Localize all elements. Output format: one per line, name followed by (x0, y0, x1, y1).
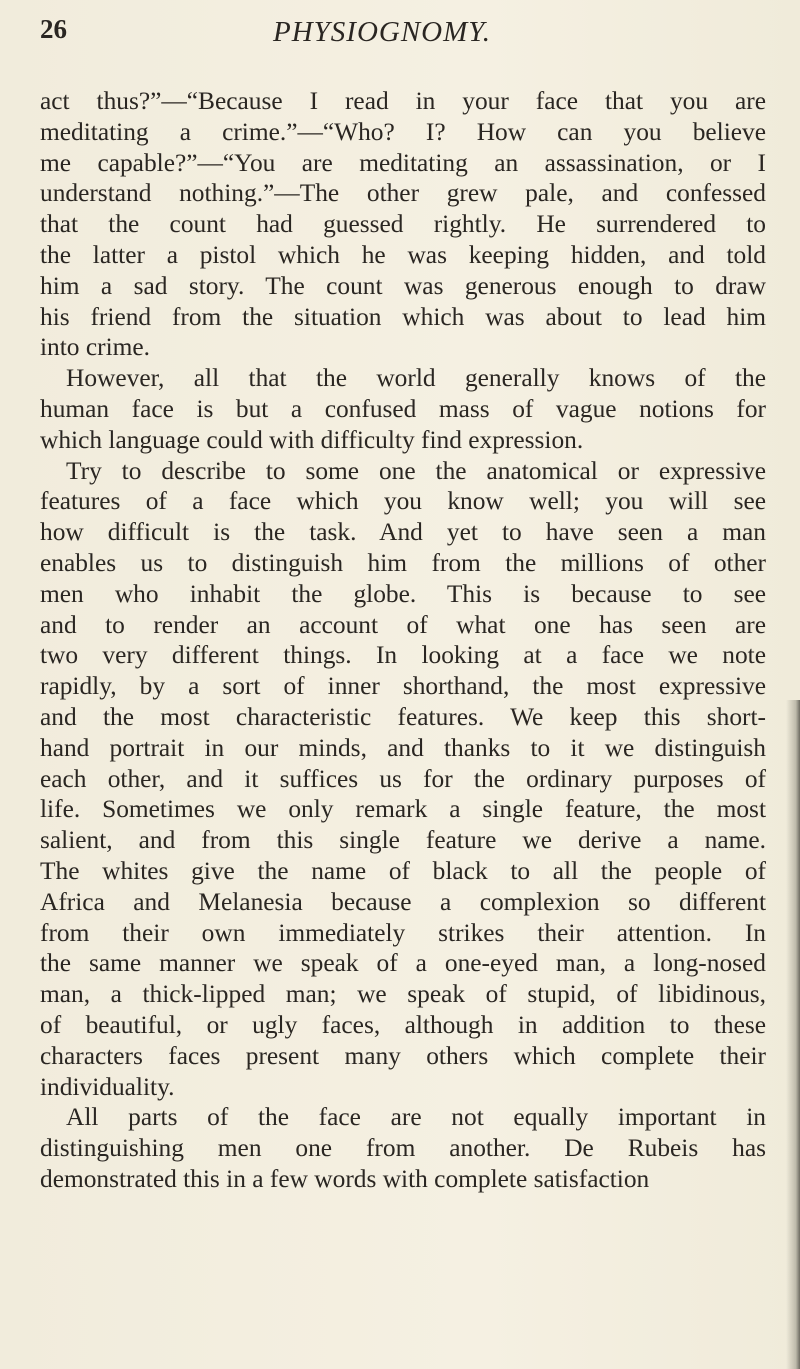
text-line: me capable?”—“You are meditating an assassination, or I (40, 148, 766, 177)
text-line: man, a thick-lipped man; we speak of stupid, of libidinous, (40, 980, 766, 1009)
paragraph (40, 363, 766, 455)
text-line: the latter a pistol which he was keeping hidden, and told (40, 240, 766, 269)
text-line: and the most characteristic features. We keep this short- (40, 702, 766, 731)
text-line: individuality. (40, 1072, 175, 1101)
text-line: distinguishing men one from another. De Rubeis has (40, 1134, 766, 1163)
text-line: from their own immediately strikes their attention. In (40, 918, 766, 947)
text-line: men who inhabit the globe. This is because to see (40, 579, 766, 608)
text-line: which language could with difficulty find expression. (40, 425, 584, 454)
text-line: him a sad story. The count was generous enough to draw (40, 271, 766, 300)
body-text (40, 86, 766, 1195)
text-line: understand nothing.”—The other grew pale, and confessed (40, 179, 766, 208)
text-line: of beautiful, or ugly faces, although in addition to these (40, 1010, 766, 1039)
paragraph (40, 86, 766, 363)
text-line: the same manner we speak of a one-eyed man, a long-nosed (40, 949, 766, 978)
text-line: characters faces present many others which complete their (40, 1041, 766, 1070)
text-line: two very different things. In looking at a face we note (40, 641, 766, 670)
text-line: salient, and from this single feature we derive a name. (40, 826, 766, 855)
text-line: meditating a crime.”—“Who? I? How can you believe (40, 117, 766, 146)
text-line: human face is but a confused mass of vague notions for (40, 394, 766, 423)
text-line: each other, and it suffices us for the ordinary purposes of (40, 764, 766, 793)
text-line: demonstrated this in a few words with complete satisfaction (40, 1164, 650, 1193)
text-line: hand portrait in our minds, and thanks to it we distinguish (40, 733, 766, 762)
text-line: his friend from the situation which was about to lead him (40, 302, 766, 331)
text-line: Try to describe to some one the anatomical or expressive (66, 456, 766, 485)
text-line: how difficult is the task. And yet to have seen a man (40, 518, 766, 547)
running-head (40, 14, 760, 54)
page-edge-shadow (786, 700, 800, 1369)
paragraph (40, 456, 766, 1103)
text-line: act thus?”—“Because I read in your face that you are (40, 87, 766, 115)
text-line: features of a face which you know well; you will see (40, 487, 766, 516)
text-line: Africa and Melanesia because a complexion so different (40, 887, 766, 916)
page-number: 26 (40, 14, 67, 44)
text-line: enables us to distinguish him from the millions of other (40, 548, 766, 577)
text-line: into crime. (40, 333, 150, 362)
text-line: and to render an account of what one has seen are (40, 610, 766, 639)
text-line: that the count had guessed rightly. He surrendered to (40, 210, 766, 239)
text-line: However, all that the world generally knows of the (66, 364, 766, 393)
paragraph (40, 1102, 766, 1194)
text-line: life. Sometimes we only remark a single feature, the most (40, 795, 766, 824)
running-title: PHYSIOGNOMY. (273, 16, 491, 48)
text-line: All parts of the face are not equally important in (66, 1103, 766, 1132)
text-line: The whites give the name of black to all the people of (40, 856, 766, 885)
text-line: rapidly, by a sort of inner shorthand, the most expressive (40, 672, 766, 701)
